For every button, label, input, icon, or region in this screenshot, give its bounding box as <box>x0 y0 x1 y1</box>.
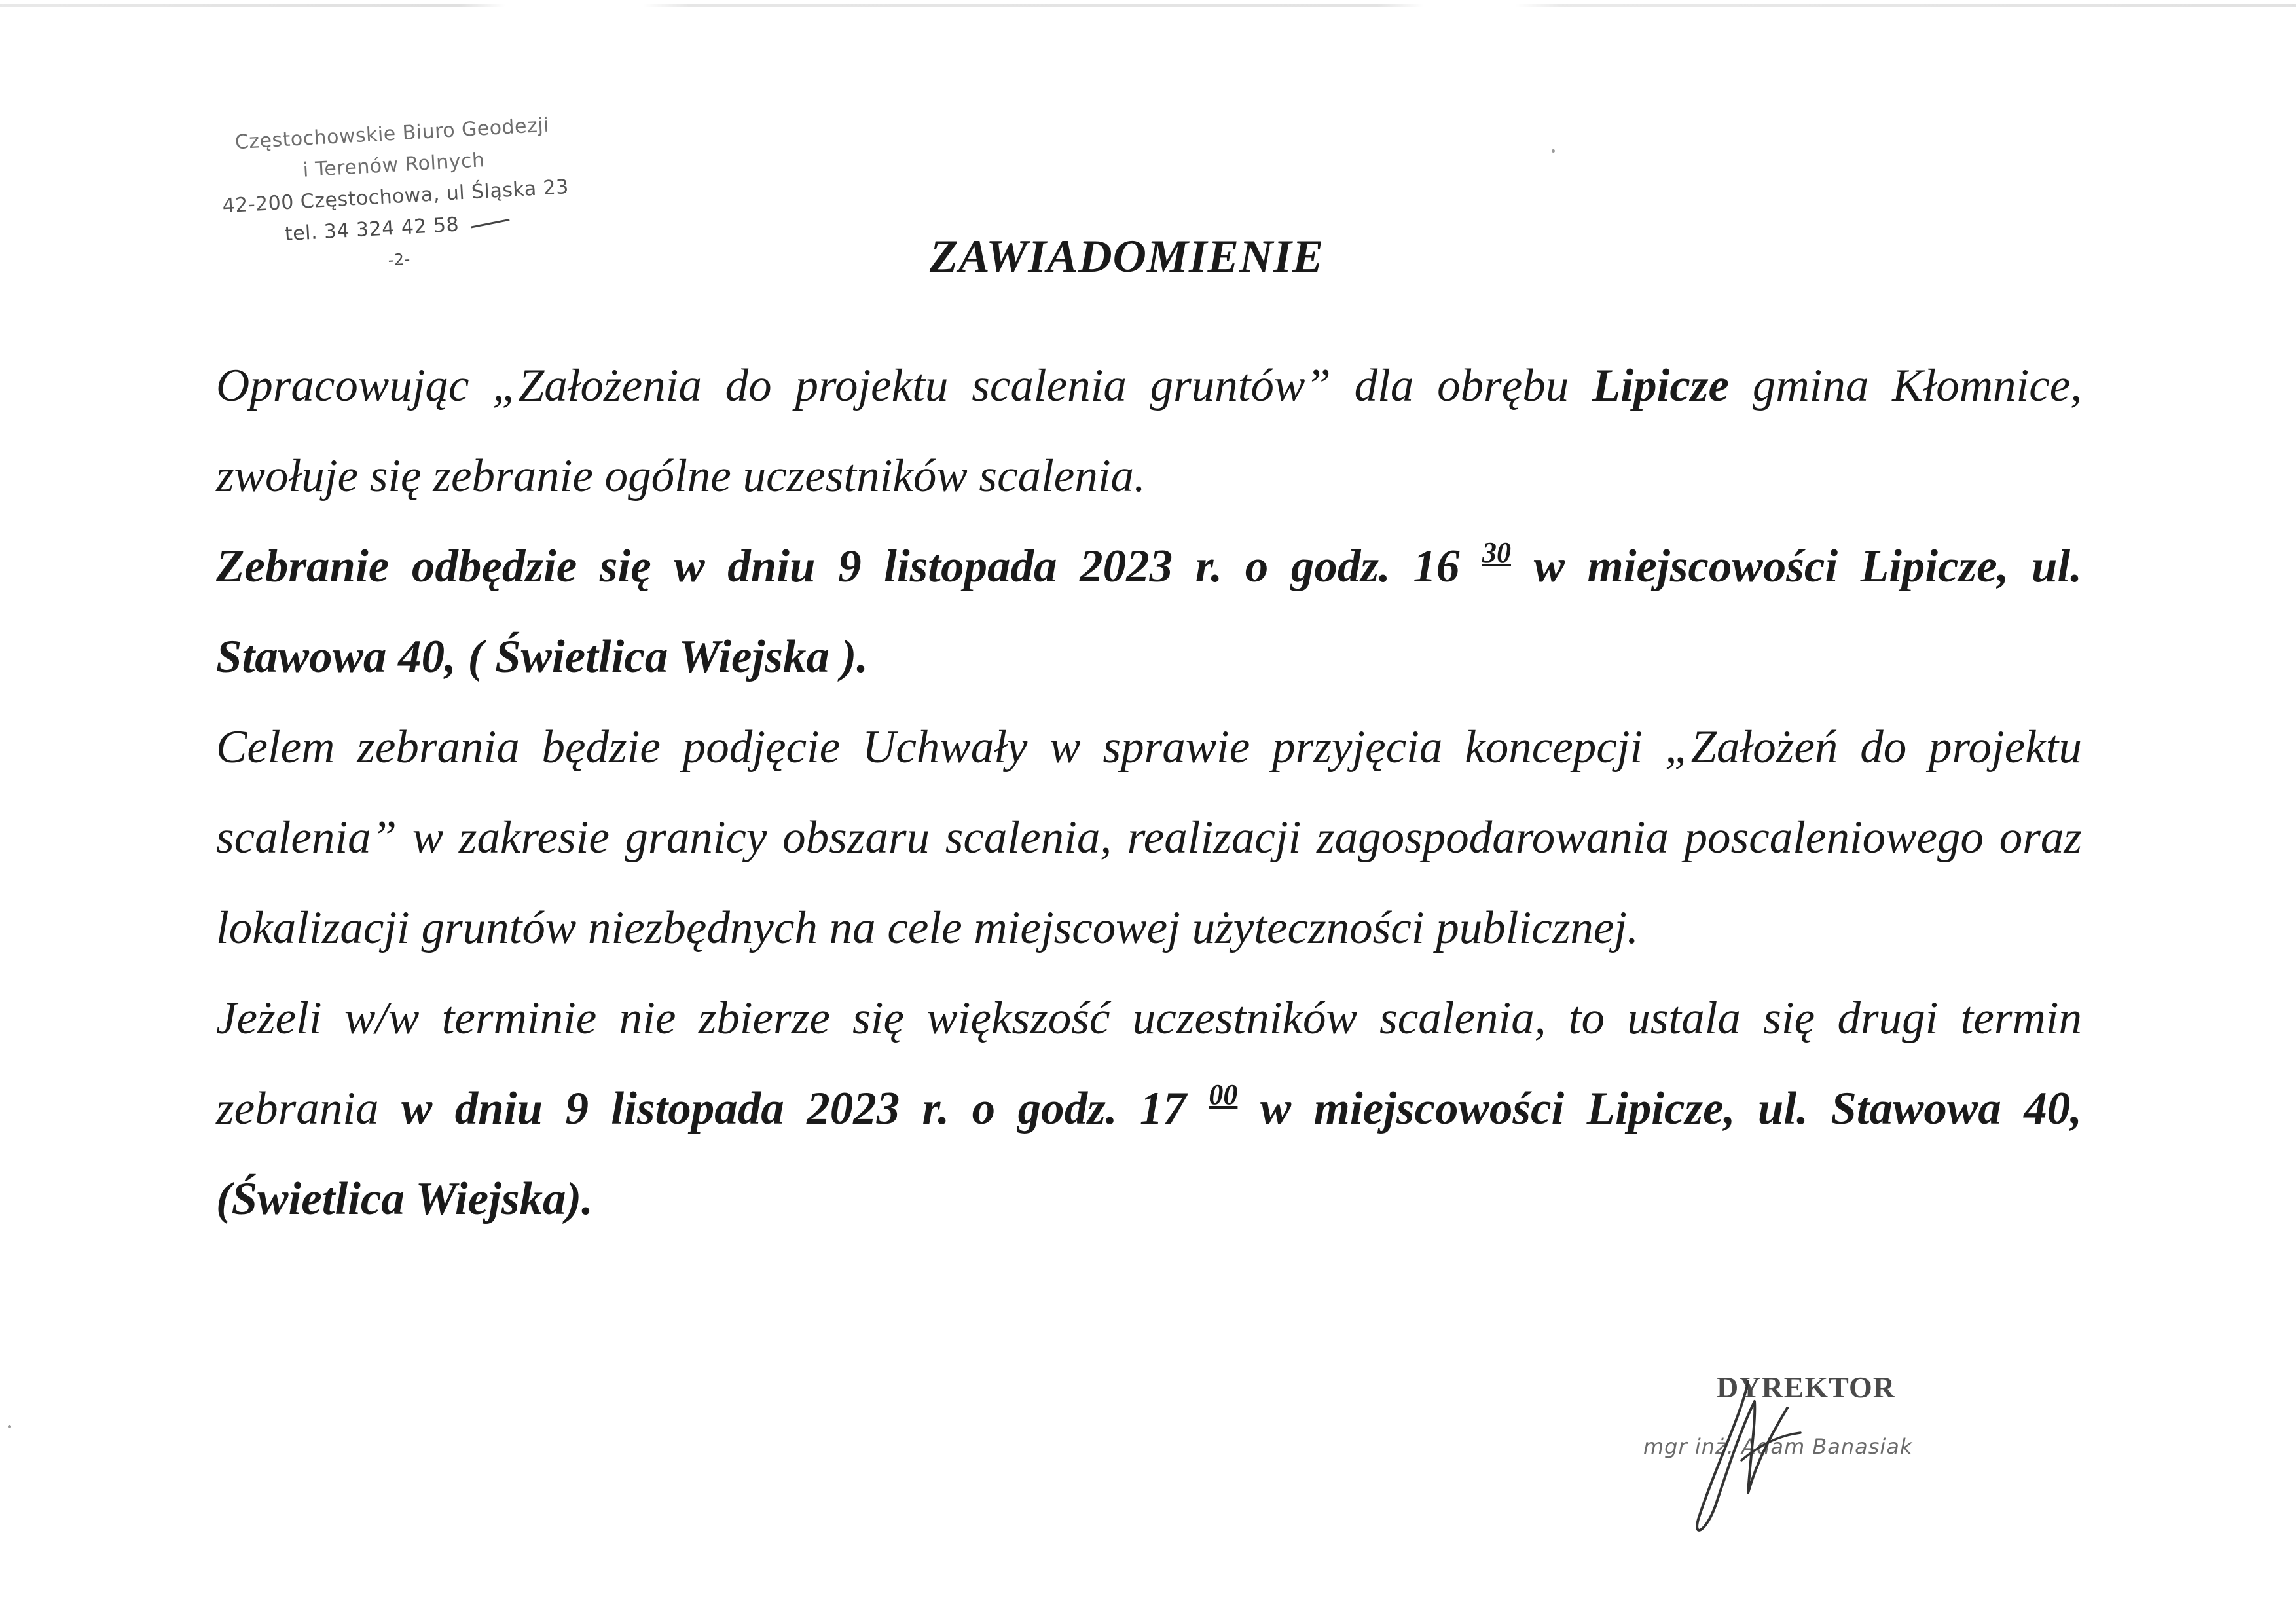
place-name-bold: Lipicze <box>1592 360 1730 411</box>
paragraph-second-term <box>216 973 2082 1244</box>
document-body <box>216 341 2082 1244</box>
signature-name: mgr inż. Adam Banasiak <box>1643 1434 1913 1459</box>
signature-block <box>1643 1362 2010 1559</box>
paragraph-purpose: Celem zebrania będzie podjęcie Uchwały w sprawie przyjęcia koncepcji „Założeń do projektu scalenia” w zakresie granicy obszaru scalenia, realizacji zagospodarowania poscaleniowego oraz lokalizacji gruntów niezbędnych na cele miejscowej użyteczności publicznej. <box>216 722 2082 953</box>
meeting-date-text: Zebranie odbędzie się w dniu 9 listopada 2023 r. o godz. 16 <box>216 541 1482 592</box>
document-title: ZAWIADOMIENIE <box>930 231 1324 282</box>
scan-speck <box>8 1425 11 1428</box>
meeting-time-minutes: 30 <box>1482 536 1511 568</box>
stamp-line-department: i Terenów Rolnych <box>302 149 486 182</box>
second-term-date-bold: w dniu 9 listopada 2023 r. o godz. 17 <box>401 1083 1209 1134</box>
scan-edge <box>0 4 2296 7</box>
paragraph-meeting-date <box>216 521 2082 702</box>
paragraph-intro-text: Opracowując „Założenia do projektu scalenia gruntów” dla obrębu <box>216 360 1593 411</box>
handwritten-signature <box>1643 1362 2010 1559</box>
second-term-text: Jeżeli w/w terminie nie zbierze się większość uczestników scalenia, to ustala się drugi termin zebrania <box>216 993 2082 1134</box>
stamp-dash <box>471 219 509 229</box>
stamp-line-address: 42-200 Częstochowa, ul Śląska 23 <box>221 175 570 218</box>
second-term-location-bold: w miejscowości Lipicze, ul. Stawowa 40, (Świetlica Wiejska). <box>216 1083 2082 1225</box>
paragraph-intro <box>216 341 2082 521</box>
scan-speck <box>1552 149 1555 153</box>
stamp-line-phone: tel. 34 324 42 58 <box>283 213 460 246</box>
stamp-line-extra: -2- <box>387 249 411 270</box>
meeting-location-text: w miejscowości Lipicze, ul. Stawowa 40, ( Świetlica Wiejska ). <box>216 541 2082 682</box>
second-term-time-minutes: 00 <box>1209 1079 1238 1111</box>
stamp-line-office: Częstochowskie Biuro Geodezji <box>234 113 550 155</box>
office-stamp <box>215 109 577 286</box>
paragraph-intro-text-end: gmina Kłomnice, zwołuje się zebranie ogólne uczestników scalenia. <box>216 360 2082 502</box>
signature-title: DYREKTOR <box>1717 1371 1895 1404</box>
